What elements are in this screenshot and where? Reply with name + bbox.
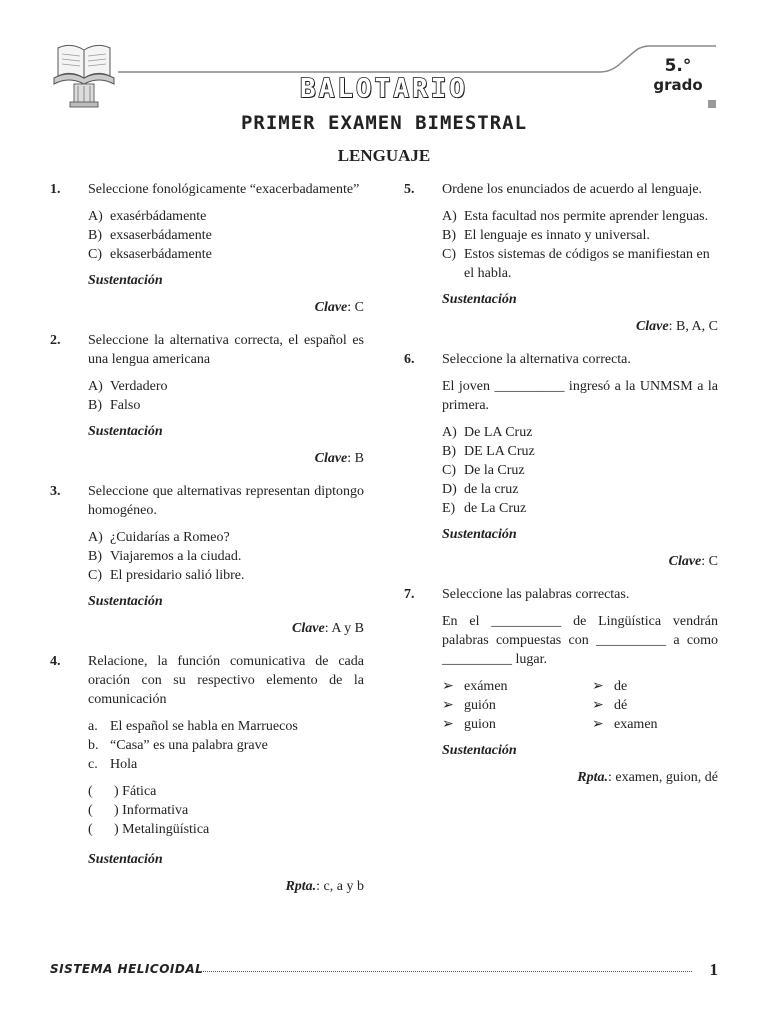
word-option bbox=[442, 677, 592, 696]
option bbox=[442, 245, 718, 283]
answer-value: : c, a y b bbox=[316, 879, 364, 894]
answer-value: : B bbox=[347, 451, 364, 466]
option bbox=[88, 717, 364, 736]
option-label: D) bbox=[442, 482, 457, 497]
match-text: ) Metalingüística bbox=[114, 822, 210, 837]
option-label: C) bbox=[442, 463, 456, 478]
option-text: El lenguaje es innato y universal. bbox=[464, 228, 650, 243]
option-label: c. bbox=[88, 757, 98, 772]
option bbox=[88, 396, 364, 415]
option-text: De LA Cruz bbox=[464, 425, 533, 440]
option-text: de La Cruz bbox=[464, 501, 527, 516]
word-option bbox=[442, 696, 592, 715]
question-number: 5. bbox=[404, 182, 415, 197]
option-label: C) bbox=[442, 247, 456, 262]
sustentacion-label: Sustentación bbox=[88, 424, 163, 439]
word-text: guion bbox=[464, 717, 496, 732]
option-label: A) bbox=[88, 530, 103, 545]
word-text: examen bbox=[614, 717, 658, 732]
question-5 bbox=[404, 180, 718, 336]
option bbox=[88, 755, 364, 774]
answer-key-label: Rpta. bbox=[285, 879, 317, 894]
page-number: 1 bbox=[709, 960, 718, 979]
option-text: Falso bbox=[110, 398, 141, 413]
answer-key-label: Rpta. bbox=[577, 770, 608, 785]
section-title: LENGUAJE bbox=[337, 146, 431, 165]
option bbox=[88, 566, 364, 585]
question-text: Seleccione que alternativas representan diptongo homogéneo. bbox=[88, 484, 364, 518]
question-text: Ordene los enunciados de acuerdo al lenguaje. bbox=[442, 182, 703, 197]
answer-value: : A y B bbox=[324, 621, 364, 636]
match-item bbox=[88, 782, 364, 801]
answer-key-label: Clave bbox=[314, 300, 348, 315]
option bbox=[442, 480, 718, 499]
question-prompt: El joven __________ ingresó a la UNMSM a la primera. bbox=[442, 379, 718, 413]
word-text: de bbox=[614, 679, 628, 694]
options-list bbox=[88, 717, 364, 774]
match-paren: ( bbox=[88, 803, 93, 818]
option-text: Verdadero bbox=[110, 379, 168, 394]
match-item bbox=[88, 820, 364, 839]
option bbox=[88, 528, 364, 547]
grade-number: 5.° bbox=[664, 56, 692, 76]
option-text: ¿Cuidarías a Romeo? bbox=[110, 530, 230, 545]
answer-key-label: Clave bbox=[314, 451, 348, 466]
option-label: E) bbox=[442, 501, 456, 516]
word-option bbox=[442, 715, 592, 734]
question-number: 7. bbox=[404, 587, 415, 602]
option bbox=[442, 423, 718, 442]
option-label: B) bbox=[88, 228, 102, 243]
option-label: A) bbox=[88, 379, 103, 394]
option-text: DE LA Cruz bbox=[464, 444, 535, 459]
answer-line bbox=[442, 768, 718, 787]
option-label: B) bbox=[88, 398, 102, 413]
arrow-bullet-icon: ➢ bbox=[592, 717, 604, 732]
option-text: El presidario salió libre. bbox=[110, 568, 245, 583]
page-subtitle: PRIMER EXAMEN BIMESTRAL bbox=[240, 112, 528, 134]
arrow-bullet-icon: ➢ bbox=[442, 698, 454, 713]
right-column bbox=[404, 180, 718, 787]
page-title: BALOTARIO bbox=[300, 74, 468, 104]
sustentacion-label: Sustentación bbox=[88, 273, 163, 288]
arrow-bullet-icon: ➢ bbox=[592, 698, 604, 713]
options-list bbox=[88, 207, 364, 264]
word-options bbox=[442, 677, 718, 734]
question-number: 2. bbox=[50, 333, 61, 348]
option-text: Hola bbox=[110, 757, 138, 772]
page-footer bbox=[50, 960, 718, 980]
question-text: Seleccione las palabras correctas. bbox=[442, 587, 630, 602]
option-text: De la Cruz bbox=[464, 463, 525, 478]
answer-key-label: Clave bbox=[668, 554, 702, 569]
question-text: Seleccione la alternativa correcta, el español es una lengua americana bbox=[88, 333, 364, 367]
option-text: exsaserbádamente bbox=[110, 228, 212, 243]
option-label: B) bbox=[88, 549, 102, 564]
option-label: A) bbox=[88, 209, 103, 224]
answer-value: : B, A, C bbox=[668, 319, 718, 334]
option-label: b. bbox=[88, 738, 99, 753]
answer-value: : C bbox=[347, 300, 364, 315]
sustentacion-label: Sustentación bbox=[88, 594, 163, 609]
option-label: B) bbox=[442, 444, 456, 459]
option-label: a. bbox=[88, 719, 98, 734]
answer-line bbox=[88, 449, 364, 468]
question-number: 1. bbox=[50, 182, 61, 197]
option bbox=[88, 377, 364, 396]
match-paren: ( bbox=[88, 822, 93, 837]
answer-line bbox=[88, 877, 364, 896]
options-list bbox=[442, 423, 718, 518]
option-text: Estos sistemas de códigos se manifiestan en el habla. bbox=[464, 247, 710, 281]
option bbox=[88, 736, 364, 755]
option-label: C) bbox=[88, 247, 102, 262]
answer-key-label: Clave bbox=[292, 621, 325, 636]
question-number: 4. bbox=[50, 654, 61, 669]
option bbox=[442, 226, 718, 245]
option-text: Esta facultad nos permite aprender lenguas. bbox=[464, 209, 709, 224]
options-list bbox=[88, 377, 364, 415]
footer-dotted-rule bbox=[200, 971, 692, 972]
option bbox=[88, 207, 364, 226]
option bbox=[442, 442, 718, 461]
question-4 bbox=[50, 652, 364, 896]
question-text: Seleccione fonológicamente “exacerbadamente” bbox=[88, 182, 360, 197]
question-text: Seleccione la alternativa correcta. bbox=[442, 352, 631, 367]
sustentacion-label: Sustentación bbox=[442, 292, 517, 307]
word-option bbox=[592, 715, 732, 734]
options-list bbox=[88, 528, 364, 585]
option-text: eksaserbádamente bbox=[110, 247, 212, 262]
sustentacion-label: Sustentación bbox=[88, 852, 163, 867]
question-1 bbox=[50, 180, 364, 317]
option bbox=[442, 461, 718, 480]
answer-line bbox=[88, 619, 364, 638]
question-text: Relacione, la función comunicativa de cada oración con su respectivo elemento de la comunicación bbox=[88, 654, 364, 707]
question-3 bbox=[50, 482, 364, 638]
question-prompt: En el __________ de Lingüística vendrán palabras compuestas con __________ a como __________ lugar. bbox=[442, 614, 718, 667]
option-label: B) bbox=[442, 228, 456, 243]
sustentacion-label: Sustentación bbox=[442, 527, 517, 542]
answer-line bbox=[442, 317, 718, 336]
arrow-bullet-icon: ➢ bbox=[592, 679, 604, 694]
options-list bbox=[442, 207, 718, 283]
match-paren: ( bbox=[88, 784, 93, 799]
word-option bbox=[592, 677, 732, 696]
answer-value: : C bbox=[701, 554, 718, 569]
word-option bbox=[592, 696, 732, 715]
answer-line bbox=[88, 298, 364, 317]
option-label: A) bbox=[442, 209, 457, 224]
option-text: exasérbádamente bbox=[110, 209, 207, 224]
question-6 bbox=[404, 350, 718, 571]
word-text: guión bbox=[464, 698, 496, 713]
match-list bbox=[88, 782, 364, 839]
option-text: Viajaremos a la ciudad. bbox=[110, 549, 242, 564]
question-2 bbox=[50, 331, 364, 468]
question-number: 3. bbox=[50, 484, 61, 499]
question-7 bbox=[404, 585, 718, 787]
sustentacion-label: Sustentación bbox=[442, 743, 517, 758]
grade-label: grado bbox=[653, 76, 703, 94]
word-text: dé bbox=[614, 698, 628, 713]
option bbox=[88, 547, 364, 566]
arrow-bullet-icon: ➢ bbox=[442, 679, 454, 694]
answer-line bbox=[442, 552, 718, 571]
match-text: ) Informativa bbox=[114, 803, 189, 818]
answer-key-label: Clave bbox=[635, 319, 669, 334]
option-text: “Casa” es una palabra grave bbox=[110, 738, 268, 753]
option-text: de la cruz bbox=[464, 482, 519, 497]
left-column bbox=[50, 180, 364, 896]
option bbox=[442, 499, 718, 518]
question-number: 6. bbox=[404, 352, 415, 367]
answer-value: : examen, guion, dé bbox=[607, 770, 718, 785]
word-text: exámen bbox=[464, 679, 508, 694]
arrow-bullet-icon: ➢ bbox=[442, 717, 454, 732]
option-text: El español se habla en Marruecos bbox=[110, 719, 298, 734]
option-label: C) bbox=[88, 568, 102, 583]
match-item bbox=[88, 801, 364, 820]
match-text: ) Fática bbox=[114, 784, 157, 799]
option bbox=[88, 226, 364, 245]
footer-label: SISTEMA HELICOIDAL bbox=[50, 962, 204, 976]
option bbox=[88, 245, 364, 264]
option bbox=[442, 207, 718, 226]
option-label: A) bbox=[442, 425, 457, 440]
